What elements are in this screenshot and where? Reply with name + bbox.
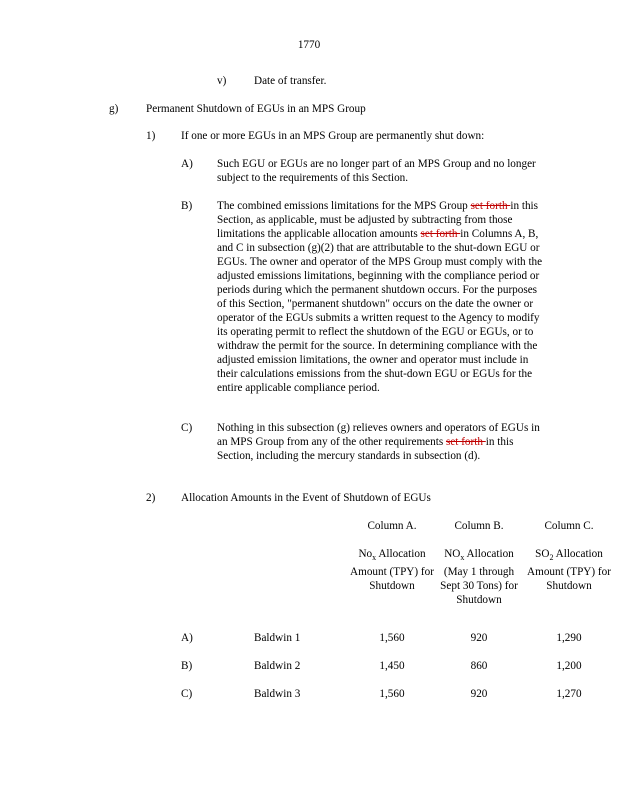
- row-2-col-a: 1,450: [379, 660, 405, 672]
- col-b-title: Column B.: [454, 520, 504, 532]
- row-3-col-a: 1,560: [379, 688, 405, 700]
- col-a-desc-pre: No: [358, 548, 373, 560]
- col-b-desc-sub: x: [460, 553, 465, 563]
- col-b-desc: [436, 547, 522, 607]
- item-c-part2: in this Section, including the mercury standards in subsection (d).: [217, 436, 514, 462]
- row-3-name: Baldwin 3: [254, 688, 301, 700]
- item-2-label: 2): [146, 492, 156, 504]
- row-2-col-c: 1,200: [556, 660, 582, 672]
- row-3-label: C): [181, 688, 193, 700]
- col-a-title: Column A.: [367, 520, 417, 532]
- col-b-desc-post: Allocation (May 1 through Sept 30 Tons) for Shutdown: [440, 548, 518, 607]
- item-b-part1: The combined emissions limitations for the MPS Group: [217, 200, 471, 212]
- col-c-desc: [527, 547, 611, 593]
- item-b-deleted-1: set forth: [470, 200, 511, 212]
- item-v-text: Date of transfer.: [254, 75, 327, 87]
- row-2-name: Baldwin 2: [254, 660, 301, 672]
- item-b-label: B): [181, 200, 193, 212]
- section-g-label: g): [109, 103, 119, 115]
- col-c-desc-pre: SO: [535, 548, 550, 560]
- item-a-label: A): [181, 158, 193, 170]
- row-1-col-b: 920: [470, 632, 488, 644]
- row-2-label: B): [181, 660, 193, 672]
- row-1-col-c: 1,290: [556, 632, 582, 644]
- col-a-desc-sub: x: [372, 553, 377, 563]
- section-g-title: Permanent Shutdown of EGUs in an MPS Group: [146, 103, 366, 115]
- row-1-name: Baldwin 1: [254, 632, 301, 644]
- item-1-label: 1): [146, 130, 156, 142]
- col-c-title: Column C.: [544, 520, 594, 532]
- item-v-label: v): [217, 75, 227, 87]
- page-number: 1770: [297, 39, 321, 51]
- item-b-deleted-2: set forth: [420, 228, 461, 240]
- row-2-col-b: 860: [470, 660, 488, 672]
- item-2-text: Allocation Amounts in the Event of Shutdown of EGUs: [181, 492, 431, 504]
- row-1-col-a: 1,560: [379, 632, 405, 644]
- item-b-text: [217, 199, 547, 395]
- item-c-text: [217, 421, 547, 463]
- item-b-part3: in Columns A, B, and C in subsection (g)(2) that are attributable to the shut-down EGU or EGUs. The owner and operator of the MPS Group must comply with the adjusted emissions limitations, beginning with the compliance period or periods during which the permanent shutdown occurs. For the purposes of this Section, "permanent shutdown" occurs on the date the owner or operator of the EGUs submits a written request to the Agency to modify its operating permit to reflect the shutdown of the EGU or EGUs, or to withdraw the permit for the source. In determining compliance with the adjusted emission limitations, the owner and operator must include in their calculations emissions from the shut-down EGU or EGUs for the entire applicable compliance period.: [217, 228, 543, 394]
- row-1-label: A): [181, 632, 193, 644]
- row-3-col-c: 1,270: [556, 688, 582, 700]
- item-1-text: If one or more EGUs in an MPS Group are permanently shut down:: [181, 130, 485, 142]
- item-a-text: Such EGU or EGUs are no longer part of an MPS Group and no longer subject to the requirements of this Section.: [217, 158, 536, 184]
- item-c-part1: Nothing in this subsection (g) relieves owners and operators of EGUs in an MPS Group from any of the other requirements: [217, 422, 540, 448]
- col-c-desc-sub: 2: [549, 553, 554, 563]
- col-a-desc-post: Allocation Amount (TPY) for Shutdown: [350, 548, 434, 593]
- item-c-label: C): [181, 422, 193, 434]
- col-c-desc-post: Allocation Amount (TPY) for Shutdown: [527, 548, 611, 593]
- col-b-desc-pre: NO: [444, 548, 461, 560]
- item-b-part2: in this Section, as applicable, must be adjusted by subtracting from those limitations the applicable allocation amounts: [217, 200, 539, 240]
- col-a-desc: [350, 547, 434, 593]
- item-c-deleted-1: set forth: [445, 436, 486, 448]
- row-3-col-b: 920: [470, 688, 488, 700]
